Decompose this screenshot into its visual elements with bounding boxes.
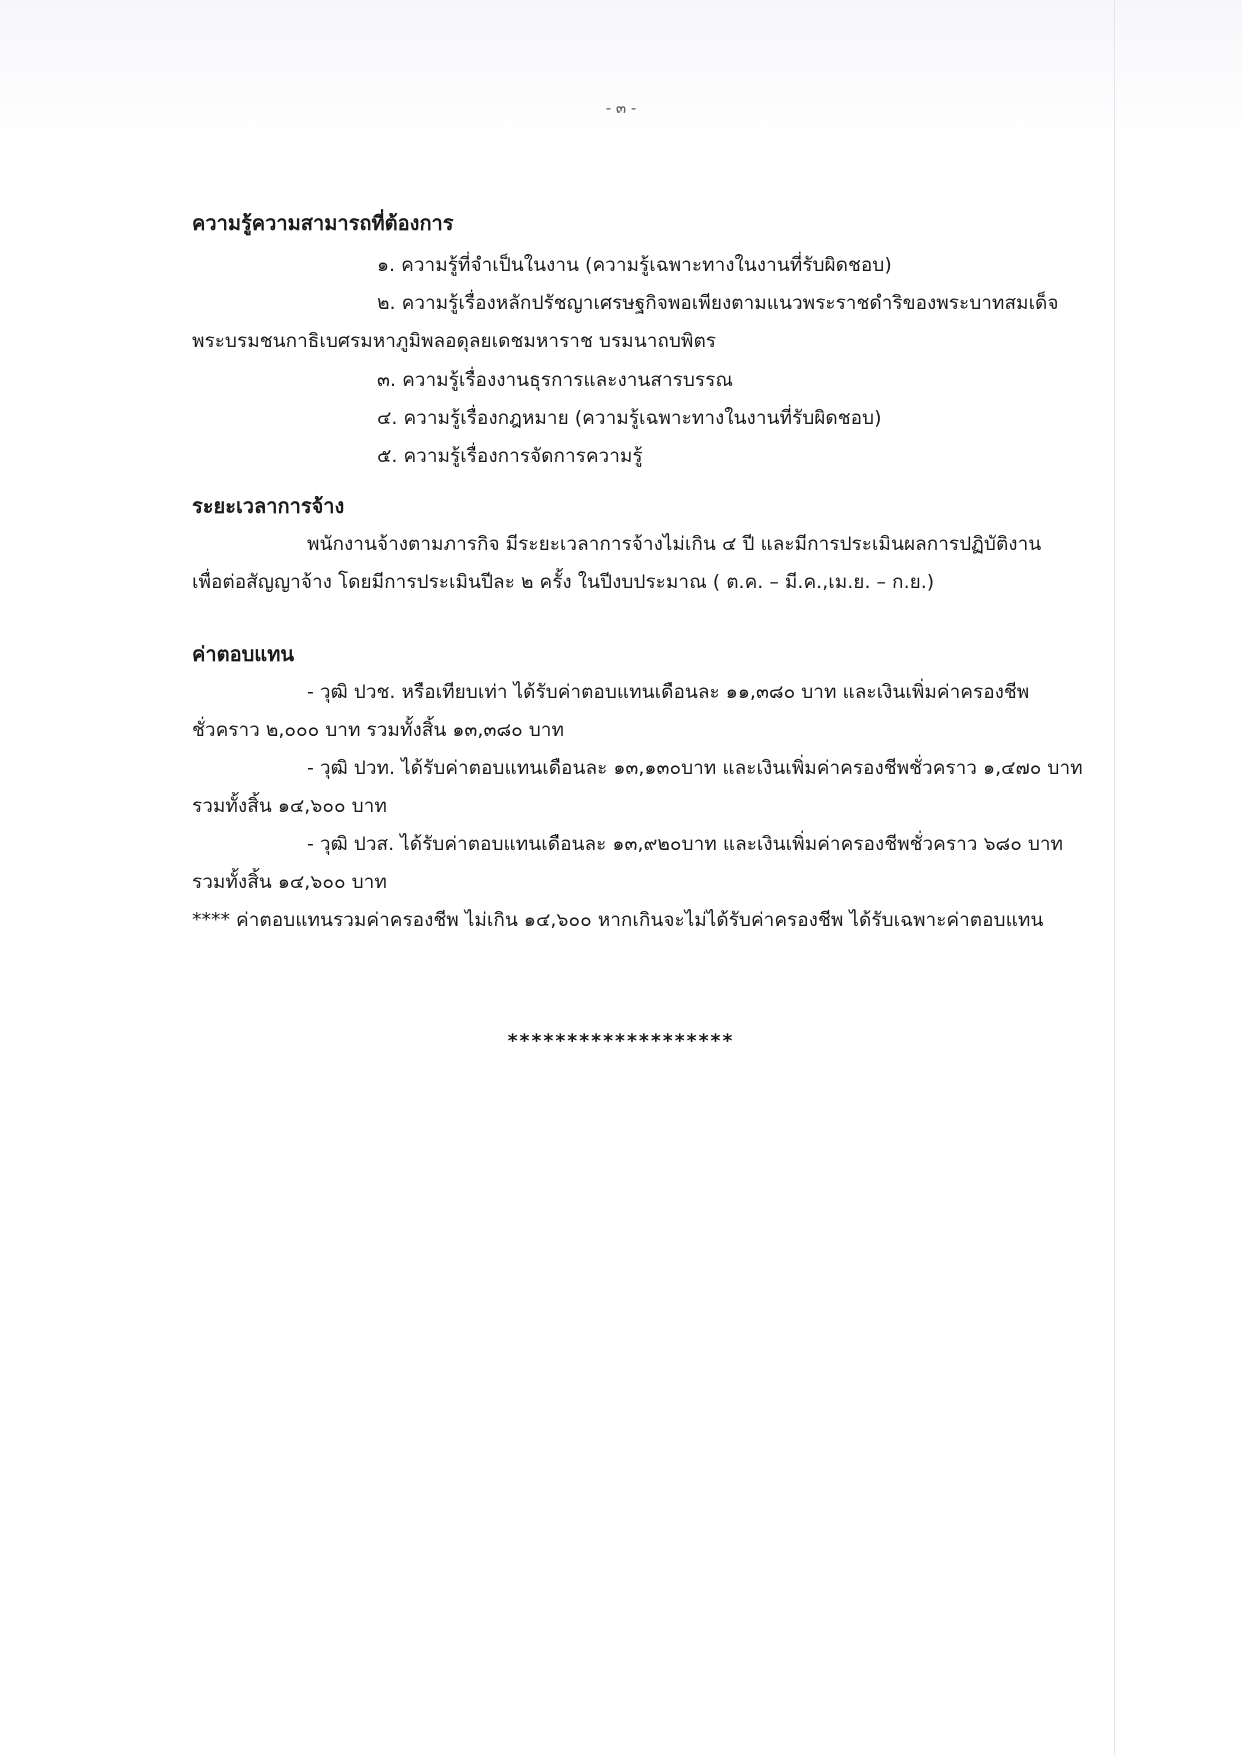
knowledge-item-3: ๓. ความรู้เรื่องงานธุรการและงานสารบรรณ	[377, 369, 733, 391]
employment-period-line-1: พนักงานจ้างตามภารกิจ มีระยะเวลาการจ้างไม่เกิน ๔ ปี และมีการประเมินผลการปฏิบัติงาน	[307, 533, 1042, 555]
employment-period-heading: ระยะเวลาการจ้าง	[192, 494, 345, 518]
knowledge-item-5: ๕. ความรู้เรื่องการจัดการความรู้	[377, 445, 643, 467]
compensation-pvs-line-1: - วุฒิ ปวส. ได้รับค่าตอบแทนเดือนละ ๑๓,๙๒๐บาท และเงินเพิ่มค่าครองชีพชั่วคราว ๖๘๐ บาท	[307, 833, 1064, 855]
employment-period-line-2: เพื่อต่อสัญญาจ้าง โดยมีการประเมินปีละ ๒ ครั้ง ในปีงบประมาณ ( ต.ค. – มี.ค.,เม.ย. – ก.ย.)	[192, 571, 935, 593]
page-number: - ๓ -	[605, 99, 637, 117]
knowledge-item-2-line-1: ๒. ความรู้เรื่องหลักปรัชญาเศรษฐกิจพอเพียงตามแนวพระราชดำริของพระบาทสมเด็จ	[377, 292, 1059, 314]
scan-shadow	[0, 0, 1242, 150]
compensation-heading: ค่าตอบแทน	[192, 642, 295, 666]
knowledge-item-4: ๔. ความรู้เรื่องกฎหมาย (ความรู้เฉพาะทางในงานที่รับผิดชอบ)	[377, 407, 882, 429]
compensation-pvt-line-1: - วุฒิ ปวท. ได้รับค่าตอบแทนเดือนละ ๑๓,๑๓๐บาท และเงินเพิ่มค่าครองชีพชั่วคราว ๑,๔๗๐ บาท	[307, 757, 1083, 779]
knowledge-item-2-line-2: พระบรมชนกาธิเบศรมหาภูมิพลอดุลยเดชมหาราช บรมนาถบพิตร	[192, 330, 716, 352]
scan-edge	[1114, 0, 1115, 1755]
compensation-pvc-line-1: - วุฒิ ปวช. หรือเทียบเท่า ได้รับค่าตอบแทนเดือนละ ๑๑,๓๘๐ บาท และเงินเพิ่มค่าครองชีพ	[307, 681, 1030, 703]
end-marker: *******************	[507, 1030, 735, 1052]
compensation-pvc-line-2: ชั่วคราว ๒,๐๐๐ บาท รวมทั้งสิ้น ๑๓,๓๘๐ บาท	[192, 719, 564, 741]
knowledge-item-1: ๑. ความรู้ที่จำเป็นในงาน (ความรู้เฉพาะทางในงานที่รับผิดชอบ)	[377, 254, 892, 276]
knowledge-heading: ความรู้ความสามารถที่ต้องการ	[192, 211, 454, 235]
compensation-pvt-line-2: รวมทั้งสิ้น ๑๔,๖๐๐ บาท	[192, 795, 387, 817]
compensation-pvs-line-2: รวมทั้งสิ้น ๑๔,๖๐๐ บาท	[192, 871, 387, 893]
compensation-note: **** ค่าตอบแทนรวมค่าครองชีพ ไม่เกิน ๑๔,๖๐๐ หากเกินจะไม่ได้รับค่าครองชีพ ได้รับเฉพาะค่าตอบแทน	[192, 909, 1044, 931]
